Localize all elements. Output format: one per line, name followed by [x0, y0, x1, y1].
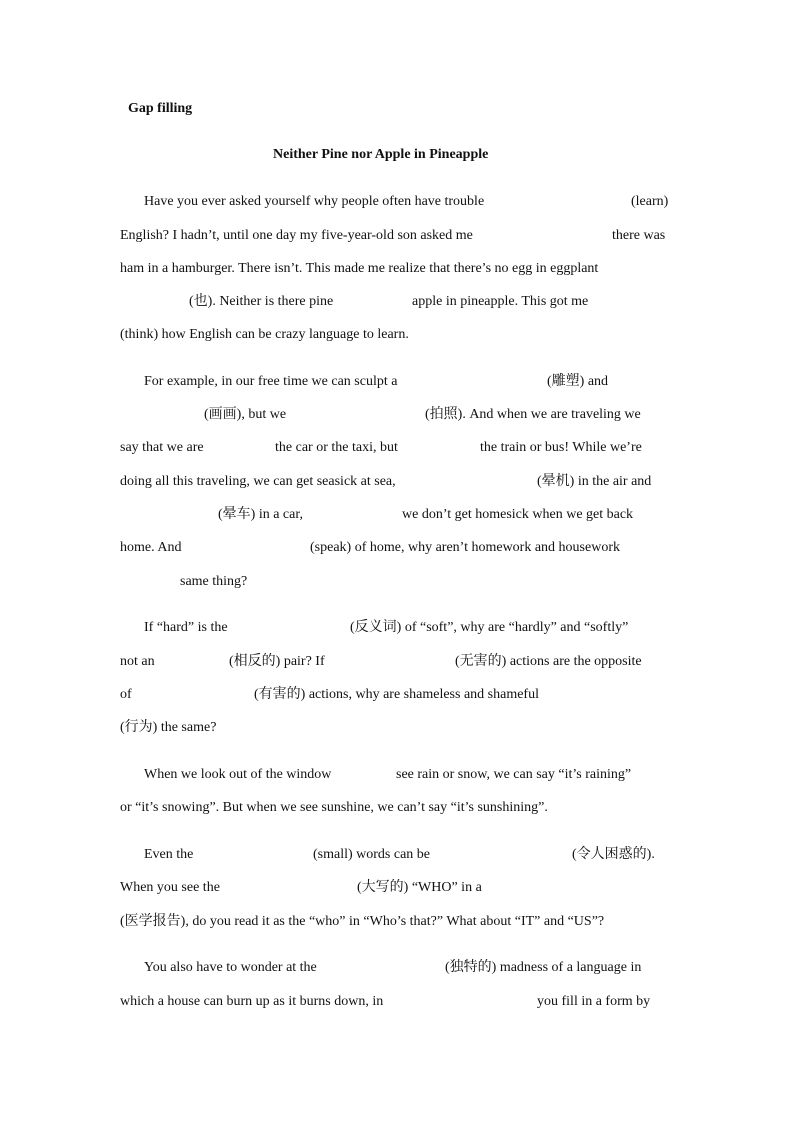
- text-line: If “hard” is the: [144, 620, 228, 635]
- text-line: (医学报告), do you read it as the “who” in “Who’s that?” What about “IT” and “US”?: [120, 914, 605, 929]
- text-line: Even the: [144, 847, 194, 862]
- text-line: you fill in a form by: [537, 994, 651, 1009]
- text-line: we don’t get homesick when we get back: [402, 507, 634, 522]
- text-line: or “it’s snowing”. But when we see sunshine, we can’t say “it’s sunshining”.: [120, 800, 548, 815]
- text-line: (令人困惑的).: [572, 847, 655, 862]
- text-line: of: [120, 687, 132, 702]
- text-line: the car or the taxi, but: [275, 440, 398, 455]
- text-line: English? I hadn’t, until one day my five-year-old son asked me: [120, 228, 473, 243]
- text-line: When we look out of the window: [144, 767, 332, 782]
- text-line: (雕塑) and: [547, 374, 609, 389]
- text-line: You also have to wonder at the: [144, 960, 317, 975]
- text-line: (晕机) in the air and: [537, 474, 652, 489]
- text-line: (也). Neither is there pine: [189, 294, 334, 309]
- text-line: doing all this traveling, we can get seasick at sea,: [120, 474, 396, 489]
- text-line: When you see the: [120, 880, 220, 895]
- text-line: the train or bus! While we’re: [480, 440, 642, 455]
- text-line: not an: [120, 654, 155, 669]
- text-line: (speak) of home, why aren’t homework and housework: [310, 540, 620, 555]
- text-line: same thing?: [180, 574, 248, 589]
- text-line: (晕车) in a car,: [218, 507, 303, 522]
- text-line: say that we are: [120, 440, 204, 455]
- text-line: (大写的) “WHO” in a: [357, 880, 482, 895]
- text-line: (行为) the same?: [120, 720, 217, 735]
- text-line: (无害的) actions are the opposite: [455, 654, 642, 669]
- text-line: (反义词) of “soft”, why are “hardly” and “softly”: [350, 620, 629, 635]
- text-line: (相反的) pair? If: [229, 654, 325, 669]
- text-line: (有害的) actions, why are shameless and shameful: [254, 687, 539, 702]
- text-line: (独特的) madness of a language in: [445, 960, 642, 975]
- text-line: (拍照). And when we are traveling we: [425, 407, 641, 422]
- text-line: which a house can burn up as it burns down, in: [120, 994, 384, 1009]
- text-line: Have you ever asked yourself why people often have trouble: [144, 194, 485, 209]
- text-line: For example, in our free time we can sculpt a: [144, 374, 398, 389]
- text-line: ham in a hamburger. There isn’t. This made me realize that there’s no egg in eggplant: [120, 261, 599, 276]
- text-line: (small) words can be: [313, 847, 431, 862]
- section-heading: Gap filling: [128, 101, 193, 116]
- text-line: see rain or snow, we can say “it’s raining”: [396, 767, 632, 782]
- text-line: (画画), but we: [204, 407, 287, 422]
- text-line: home. And: [120, 540, 182, 555]
- text-line: (learn): [631, 194, 669, 209]
- article-title: Neither Pine nor Apple in Pineapple: [273, 147, 489, 162]
- text-line: (think) how English can be crazy language to learn.: [120, 327, 409, 342]
- text-line: apple in pineapple. This got me: [412, 294, 589, 309]
- text-line: there was: [612, 228, 666, 243]
